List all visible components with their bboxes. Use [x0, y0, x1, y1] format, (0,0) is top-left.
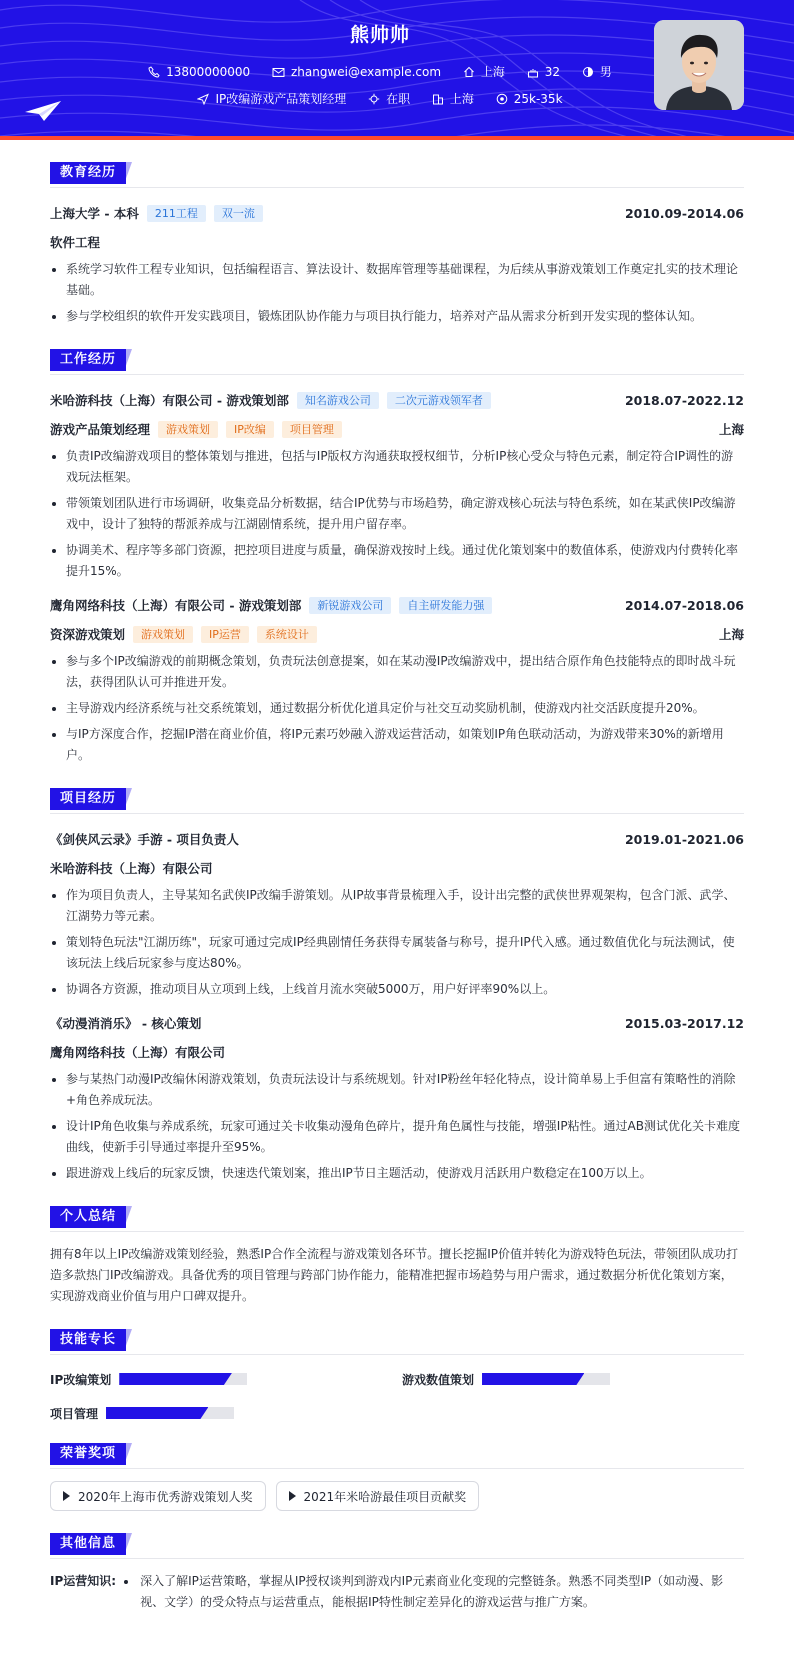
project-title: 《剑侠风云录》手游 - 项目负责人	[50, 832, 239, 847]
skills-list	[50, 1363, 744, 1429]
email-text: zhangwei@example.com	[290, 65, 442, 79]
major-row	[50, 233, 744, 251]
section-title: 教育经历	[50, 162, 126, 184]
project-company-row	[50, 1043, 744, 1061]
status-item	[368, 90, 410, 107]
other-info-row	[50, 1571, 744, 1613]
salary-text: 25k-35k	[513, 91, 563, 106]
resume-body	[50, 140, 744, 1613]
summary-text: 拥有8年以上IP改编游戏策划经验，熟悉IP合作全流程与游戏策划各环节。擅长挖掘IP价值并转化为游戏特色玩法，带领团队成功打造多款热门IP改编游戏。具备优秀的项目管理与跨部门协作能力，能精准把握市场趋势与用户需求，通过数据分析优化策划方案，实现游戏商业价值与用户口碑双提升。	[50, 1247, 738, 1303]
company-tag: 知名游戏公司	[297, 392, 379, 409]
skill-fill	[482, 1373, 584, 1385]
education-date: 2010.09-2014.06	[624, 205, 744, 221]
target-city-item	[432, 90, 474, 107]
award-chip	[50, 1481, 266, 1511]
school-tag: 双一流	[214, 205, 263, 222]
school-name: 上海大学 - 本科	[50, 206, 139, 221]
list-item: 主导游戏内经济系统与社交系统策划，通过数据分析优化道具定价与社交互动奖励机制，使游戏内社交活跃度提升20%。	[50, 698, 744, 719]
building-icon	[432, 93, 444, 105]
project-date: 2015.03-2017.12	[624, 1015, 744, 1031]
award-text: 2020年上海市优秀游戏策划人奖	[78, 1489, 253, 1504]
cake-icon	[527, 66, 539, 78]
list-item: 策划特色玩法"江湖历练"，玩家可通过完成IP经典剧情任务获得专属装备与称号，提升IP代入感。通过数值优化与玩法测试，使该玩法上线后玩家参与度达80%。	[50, 932, 744, 974]
work-location: 上海	[718, 422, 744, 437]
other-info-text: 深入了解IP运营策略，掌握从IP授权谈判到游戏内IP元素商业化变现的完整链条。熟悉不同类型IP（如动漫、影视、文学）的受众特点与运营重点，能根据IP特性制定差异化的游戏运营与推广方案。	[116, 1571, 744, 1613]
resume-header	[0, 0, 794, 140]
section-title: 荣誉奖项	[50, 1443, 126, 1465]
project-company-row	[50, 859, 744, 877]
project-entry-head	[50, 830, 744, 848]
city-item	[463, 63, 505, 80]
list-item: 系统学习软件工程专业知识，包括编程语言、算法设计、数据库管理等基础课程，为后续从事游戏策划工作奠定扎实的技术理论基础。	[50, 259, 744, 301]
role-tag: IP运营	[201, 626, 249, 643]
avatar	[654, 20, 744, 110]
list-item: 参与学校组织的软件开发实践项目，锻炼团队协作能力与项目执行能力，培养对产品从需求分析到开发实现的整体认知。	[50, 306, 744, 327]
skill-fill	[106, 1407, 208, 1419]
phone-icon	[148, 66, 160, 78]
paper-plane-icon	[24, 100, 62, 122]
project-bullets	[50, 885, 744, 1000]
list-item: 设计IP角色收集与养成系统，玩家可通过关卡收集动漫角色碎片，提升角色属性与技能，增强IP粘性。通过AB测试优化关卡难度曲线，使新手引导通过率提升至95%。	[50, 1116, 744, 1158]
section-summary-header	[50, 1206, 744, 1232]
list-item: 协调美术、程序等多部门资源，把控项目进度与质量，确保游戏按时上线。通过优化策划案中的数值体系，使游戏内付费转化率提升15%。	[50, 540, 744, 582]
salary-item	[496, 92, 563, 106]
status-icon	[368, 93, 380, 105]
list-item: 跟进游戏上线后的玩家反馈，快速迭代策划案，推出IP节日主题活动，使游戏月活跃用户数稳定在100万以上。	[50, 1163, 744, 1184]
gender-icon	[582, 66, 594, 78]
other-info-label: IP运营知识:	[50, 1574, 117, 1588]
role-tag: 游戏策划	[133, 626, 193, 643]
role-tag: IP改编	[226, 421, 274, 438]
project-bullets	[50, 1069, 744, 1184]
role-row	[50, 420, 744, 438]
section-title: 其他信息	[50, 1533, 126, 1555]
project-company: 米哈游科技（上海）有限公司	[50, 861, 213, 876]
company-tag: 二次元游戏领军者	[387, 392, 491, 409]
triangle-icon	[289, 1491, 296, 1501]
section-title: 个人总结	[50, 1206, 126, 1228]
contact-row	[0, 63, 760, 81]
list-item: 带领策划团队进行市场调研，收集竞品分析数据，结合IP优势与市场趋势，确定游戏核心玩法与特色系统，如在某武侠IP改编游戏中，设计了独特的帮派养成与江湖剧情系统，提升用户留存率。	[50, 493, 744, 535]
list-item: 与IP方深度合作，挖掘IP潜在商业价值，将IP元素巧妙融入游戏运营活动，如策划IP角色联动活动，为游戏带来30%的新增用户。	[50, 724, 744, 766]
work-date: 2018.07-2022.12	[624, 392, 744, 408]
section-work-header	[50, 349, 744, 375]
candidate-name: 熊帅帅	[349, 24, 410, 46]
award-chip	[276, 1481, 480, 1511]
skill-bar	[119, 1373, 247, 1385]
city-text: 上海	[480, 65, 505, 79]
project-company: 鹰角网络科技（上海）有限公司	[50, 1045, 226, 1060]
work-entry-head	[50, 391, 744, 409]
section-projects-header	[50, 788, 744, 814]
section-other-header	[50, 1533, 744, 1559]
major-name: 软件工程	[50, 235, 101, 250]
list-item: 协调各方资源，推动项目从立项到上线，上线首月流水突破5000万，用户好评率90%以上。	[50, 979, 744, 1000]
role-tag: 项目管理	[282, 421, 342, 438]
skill-bar	[106, 1407, 234, 1419]
triangle-icon	[63, 1491, 70, 1501]
send-icon	[197, 93, 209, 105]
skill-item	[402, 1369, 610, 1389]
project-title: 《动漫消消乐》 - 核心策划	[50, 1016, 202, 1031]
work-bullets	[50, 651, 744, 766]
list-item: 负责IP改编游戏项目的整体策划与推进，包括与IP版权方沟通获取授权细节，分析IP核心受众与特色元素，制定符合IP调性的游戏玩法框架。	[50, 446, 744, 488]
status-text: 在职	[386, 92, 411, 106]
skill-label: 游戏数值策划	[402, 1372, 475, 1387]
list-item: 参与多个IP改编游戏的前期概念策划，负责玩法创意提案，如在某动漫IP改编游戏中，提出结合原作角色技能特点的即时战斗玩法，获得团队认可并推进开发。	[50, 651, 744, 693]
company-name: 鹰角网络科技（上海）有限公司 - 游戏策划部	[50, 598, 302, 613]
role-name: 资深游戏策划	[50, 627, 126, 642]
section-skills-header	[50, 1329, 744, 1355]
skill-label: 项目管理	[50, 1406, 99, 1421]
list-item: 参与某热门动漫IP改编休闲游戏策划，负责玩法设计与系统规划。针对IP粉丝年轻化特点，设计简单易上手但富有策略性的消除+角色养成玩法。	[50, 1069, 744, 1111]
skill-bar	[482, 1373, 610, 1385]
work-bullets	[50, 446, 744, 582]
target-city-text: 上海	[449, 92, 474, 106]
phone-text: 13800000000	[166, 64, 251, 79]
role-row	[50, 625, 744, 643]
gender-text: 男	[599, 65, 612, 79]
education-bullets	[50, 259, 744, 327]
school-tag: 211工程	[147, 205, 206, 222]
education-entry-head	[50, 204, 744, 222]
work-location: 上海	[718, 627, 744, 642]
target-role-text: IP改编游戏产品策划经理	[215, 92, 347, 106]
company-tag: 新锐游戏公司	[309, 597, 391, 614]
skill-item	[50, 1369, 247, 1389]
work-entry-head	[50, 596, 744, 614]
role-tag: 系统设计	[257, 626, 317, 643]
coin-icon	[496, 93, 508, 105]
role-name: 游戏产品策划经理	[50, 422, 151, 437]
list-item: 作为项目负责人，主导某知名武侠IP改编手游策划。从IP故事背景梳理入手，设计出完整的武侠世界观架构，包含门派、武学、江湖势力等元素。	[50, 885, 744, 927]
avatar-photo	[654, 20, 744, 110]
section-education-header	[50, 162, 744, 188]
skill-fill	[119, 1373, 232, 1385]
role-tag: 游戏策划	[158, 421, 218, 438]
section-title: 技能专长	[50, 1329, 126, 1351]
home-icon	[463, 66, 475, 78]
age-text: 32	[544, 64, 561, 79]
age-item	[527, 65, 560, 79]
award-text: 2021年米哈游最佳项目贡献奖	[303, 1489, 467, 1504]
project-date: 2019.01-2021.06	[624, 831, 744, 847]
skill-item	[50, 1403, 234, 1423]
intention-row	[0, 90, 760, 108]
company-tag: 自主研发能力强	[399, 597, 492, 614]
awards-list	[50, 1481, 744, 1511]
gender-item	[582, 63, 612, 80]
section-title: 工作经历	[50, 349, 126, 371]
section-awards-header	[50, 1443, 744, 1469]
project-entry-head	[50, 1014, 744, 1032]
company-name: 米哈游科技（上海）有限公司 - 游戏策划部	[50, 393, 289, 408]
phone-item	[148, 65, 250, 79]
work-date: 2014.07-2018.06	[624, 597, 744, 613]
mail-icon	[272, 67, 285, 78]
target-role-item	[197, 90, 346, 107]
email-item	[272, 65, 441, 79]
skill-label: IP改编策划	[50, 1372, 112, 1387]
section-title: 项目经历	[50, 788, 126, 810]
